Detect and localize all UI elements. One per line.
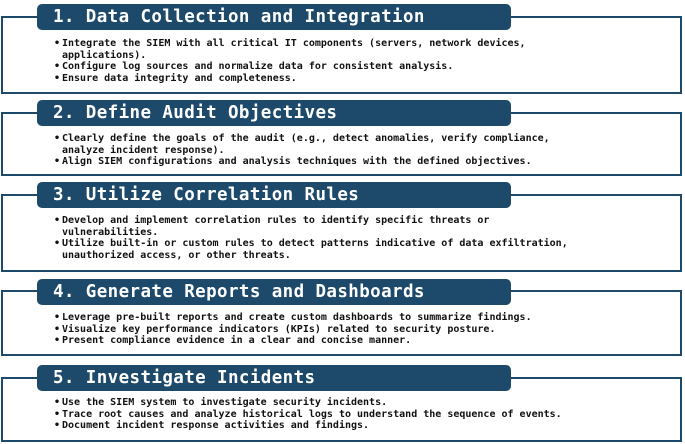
bullet-item: • Ensure data integrity and completeness. [54,72,297,84]
step-4-bullets [54,312,654,347]
bullet-item: • Trace root causes and analyze historical logs to understand the sequence of events. [54,408,562,420]
step-2-title: 2. Define Audit Objectives [37,100,511,126]
bullet-item: • Leverage pre-built reports and create custom dashboards to summarize findings. [54,312,532,323]
bullet-item: • Align SIEM configurations and analysis techniques with the defined objectives. [54,156,532,168]
step-1-bullets [54,38,654,84]
bullet-item: • Clearly define the goals of the audit (e.g., detect anomalies, verify compliance, analyze incident response). [54,133,550,156]
step-3-title: 3. Utilize Correlation Rules [37,182,511,208]
step-5-bullets [54,397,654,432]
bullet-item: • Use the SIEM system to investigate security incidents. [54,397,388,408]
step-4-title: 4. Generate Reports and Dashboards [37,279,511,305]
step-5-title: 5. Investigate Incidents [37,365,511,391]
step-1-title: 1. Data Collection and Integration [37,4,511,30]
bullet-item: • Document incident response activities and findings. [54,420,370,432]
bullet-item: • Develop and implement correlation rules to identify specific threats or vulnerabilities. [54,215,490,238]
step-2-bullets [54,133,654,168]
bullet-item: • Configure log sources and normalize data for consistent analysis. [54,61,454,73]
bullet-item: • Integrate the SIEM with all critical IT components (servers, network devices, applications). [54,38,526,61]
bullet-item: • Present compliance evidence in a clear and concise manner. [54,335,412,347]
bullet-item: • Visualize key performance indicators (KPIs) related to security posture. [54,323,496,335]
bullet-item: • Utilize built-in or custom rules to detect patterns indicative of data exfiltration, unauthorized access, or other threats. [54,238,568,261]
step-3-bullets [54,215,654,261]
